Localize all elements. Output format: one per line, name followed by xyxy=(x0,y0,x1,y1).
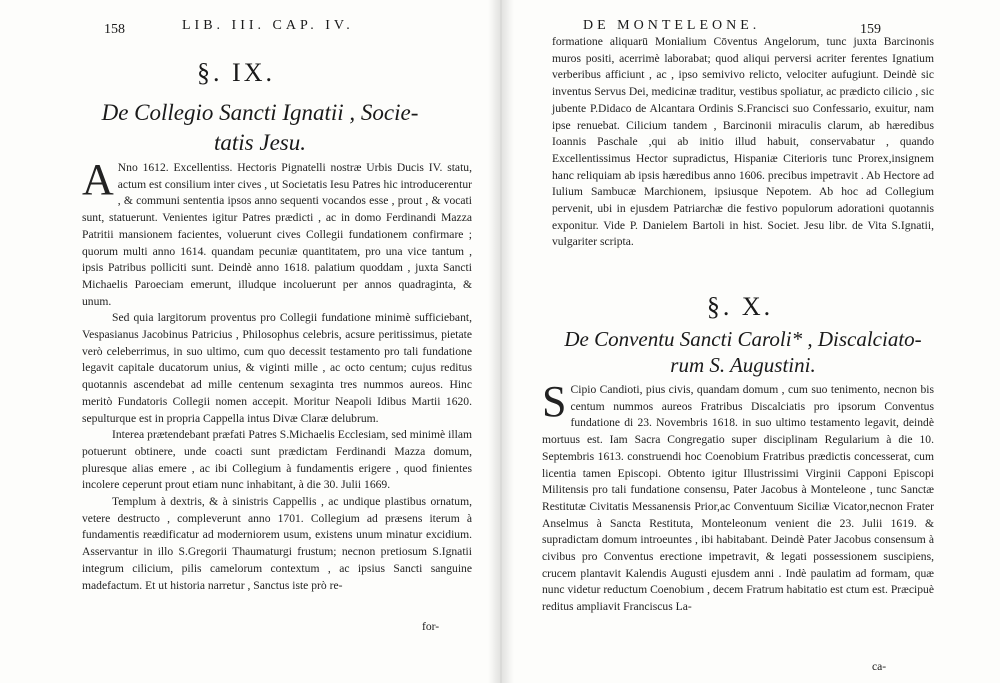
right-heading-line-1: De Conventu Sancti Caroli* , Discalciato- xyxy=(564,327,922,351)
left-heading-line-2: tatis Jesu. xyxy=(214,130,306,155)
left-dropcap: A xyxy=(82,155,114,204)
left-paragraph-4: Templum à dextris, & à sinistris Cappellis , ac undique plastibus ornatum, vetere destructo , compleverunt anno 1701. Collegium ad præsens iterum à fundamentis reædificatur ad moderniorem usum, existens unum minatur excidium. Asservantur in illo S.Gregorii Thaumaturgi frustum; necnon pretiosum S.Ignatii integrum cilicium, pilis camelorum contextum , ac ipsius Sancti sanguine madefactum. Et ut historia narretur , Sanctus iste prò re- xyxy=(82,495,472,592)
right-heading-line-2: rum S. Augustini. xyxy=(670,353,816,377)
book-gutter xyxy=(488,0,514,683)
right-chapter-heading xyxy=(550,326,936,378)
left-chapter-heading xyxy=(80,98,440,158)
right-catchword: ca- xyxy=(872,660,887,673)
right-paragraph-2 xyxy=(542,377,934,616)
right-body-text-top xyxy=(552,34,934,251)
left-catchword: for- xyxy=(422,620,440,633)
right-running-head: DE MONTELEONE. xyxy=(583,18,761,33)
left-body-text xyxy=(82,155,472,594)
left-paragraph-1-text: Nno 1612. Excellentiss. Hectoris Pignatelli nostræ Urbis Ducis IV. statu, actum est consilium inter cives , ut Societatis Iesu Patres hic introducerentur , & communi sententia ipsos anno sequenti vocandos esse , prout , & vocati sunt, statuerunt. Venientes igitur Patres prædicti , ac in domo Ferdinandi Mazza Patritii mansionem facientes, voluerunt cives Collegii fundationem confirmare ; quorum multi anno 1614. quandam pecuniæ quantitatem, pro una vice tantum , ipsis Patribus polliciti sunt. Deindè anno 1618. palatium quoddam , juxta Sancti Michaelis Paroeciam emerunt, illudque incoluerunt per annos quadraginta, & unum. xyxy=(82,161,472,308)
left-page-number: 158 xyxy=(104,22,125,37)
left-running-head: LIB. III. CAP. IV. xyxy=(182,18,354,33)
right-body-text-bottom xyxy=(542,377,934,616)
left-paragraph-3: Interea prætendebant præfati Patres S.Michaelis Ecclesiam, sed minimè illam potuerunt obtinere, unde coacti sunt prædictam Ferdinandi Mazza domum, pluresque alias emere , ac ibi Collegium à fundamentis erigere , quod finientes incolere ceperunt prout etiam nunc inhabitant, à die 30. Julii 1669. xyxy=(82,428,472,492)
left-section-mark: §. IX. xyxy=(197,58,275,87)
left-paragraph-1 xyxy=(82,155,472,310)
left-heading-line-1: De Collegio Sancti Ignatii , Socie- xyxy=(101,100,419,125)
right-page xyxy=(500,0,1000,683)
right-page-number: 159 xyxy=(860,22,881,37)
right-paragraph-1: formatione aliquarū Monialium Cōventus Angelorum, tunc juxta Barcinonis muros positi, acerrimè laborabat; quod aliqui perversi acriter ferentes Ignatium verberibus afficiunt , ac , ipso semivivo relicto, velociter aufugiunt. Deindè sic inventus Servus Dei, medicinæ traditur, vestibus spoliatur, ac prædicto cilicio , sic jubente P.Didaco de Alcantara Ordinis S.Francisci suo Confessario, exuitur, nam ipse renuebat. Cilicium tandem , Barcinonii miraculis clarum, ab hæredibus Ioannis Paschale ,qui ab initio illud habuit, conservabatur , quando Excellentissimus Hector supradictus, Hispaniæ Citerioris tunc Prorex,insignem hanc reliquiam ab ipsis hæredibus anno 1606. precibus impetravit . Ab Hectore ad Iulium Sambucæ Marchionem, ipsiusque Nepotem. Ab hoc ad Collegium pervenit, ubi in ejusdem Patriarchæ die festivo populorum adorationi quotannis exponitur. Vide P. Danielem Bartoli in hist. Societ. Jesu libr. de Vita S.Ignatii, vulgariter scripta. xyxy=(552,35,934,249)
left-paragraph-2: Sed quia largitorum proventus pro Collegii fundatione minimè sufficiebant, Vespasianus Jacobinus Patricius , Philosophus celebris, acsure peritissimus, pietate verò celeberrimus, in suo ultimo, cum quo decessit testamento pro tali fundatione legavit capitale ducatorum unius, & viginti mille , ac octo centum; cujus reditus quotannis ascendebat ad mille centenum sexaginta tres nummos aureos. Hinc meritò Fundatoris Collegii nomen accepit. Moritur Neapoli Idibus Martii 1620. sepulturque est in propria Cappella intus Divæ Claræ delubrum. xyxy=(82,311,472,425)
right-paragraph-2-text: Cipio Candioti, pius civis, quandam domum , cum suo tenimento, necnon bis centum nummos aureos Fratribus Discalciatis pro ipsorum Conventus fundatione di 23. Novembris 1618. in suo ultimo testamento legavit, deindè mortuus est. Iam Sacra Congregatio super disciplinam Regularium à die 10. Septembris 1613. construendi hoc Coenobium Fratribus prædictis concesserat, cum licentia tamen Episcopi. Obtento igitur Illustrissimi Virginii Capponi Episcopi Militensis pro tali fundatione consensu, Pater Jacobus à Monteleone , tunc Sanctæ Restitutæ Civitatis Messanensis Prior,ac Conventuum Siciliæ Vicator,necnon Frater Anselmus à Sancta Restituta, Monteleonum venient die 23. Julii 1619. & supradictam domum introeuntes , ibi habitabant. Deindè Pater Jacobus consensum à civibus pro Conventus erectione impetravit, & legati possessionem suscipiens, crucem plantavit Kalendis Augusti ejusdem anni . Indè paulatim ad formam, quæ nunc videtur reductum Coenobium , decem Fratrum habitatio est ctum est. Præcipuè reditus ampliavit Franciscus La- xyxy=(542,383,934,614)
right-section-mark: §. X. xyxy=(706,292,774,321)
right-dropcap: S xyxy=(542,377,567,426)
